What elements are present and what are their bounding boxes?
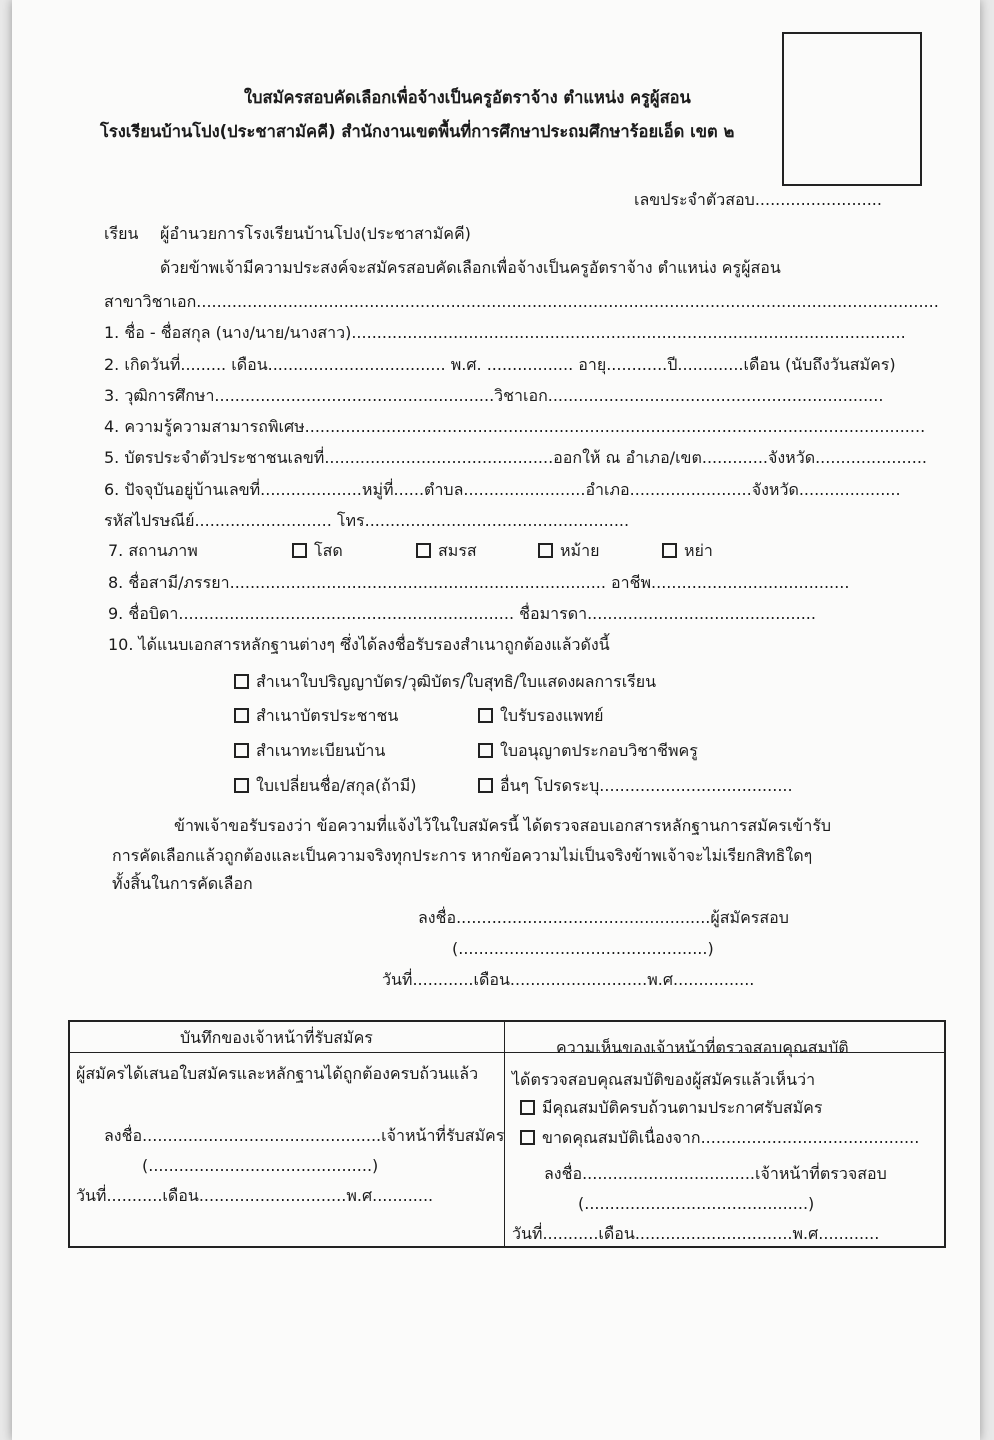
marital-status-label: 7. สถานภาพ [108,541,198,560]
status-single-checkbox[interactable]: โสด [292,541,343,561]
to-recipient: ผู้อำนวยการโรงเรียนบ้านโปง(ประชาสามัคคี) [160,224,471,243]
inspector-name-field[interactable]: (............................................) [578,1194,815,1213]
checkbox-icon[interactable] [520,1100,535,1115]
spouse-field[interactable]: 8. ชื่อสามี/ภรรยา.......................................................................... อาชีพ....................................... [108,573,850,592]
declaration-line-3: ทั้งสิ้นในการคัดเลือก [112,874,253,893]
postal-phone-field[interactable]: รหัสไปรษณีย์........................... โทร.................................................... [104,511,630,530]
doc-medical-checkbox[interactable]: ใบรับรองแพทย์ [478,706,604,726]
status-widowed-checkbox[interactable]: หม้าย [538,541,599,561]
education-field[interactable]: 3. วุฒิการศึกษา.......................................................วิชาเอก.................................................................. [104,386,884,405]
applicant-signature-field[interactable]: ลงชื่อ..................................................ผู้สมัครสอบ [418,908,789,927]
name-field[interactable]: 1. ชื่อ - ชื่อสกุล (นาง/นาย/นางสาว)............................................................................................................. [104,323,906,342]
doc-degree-checkbox[interactable]: สำเนาใบปริญญาบัตร/วุฒิบัตร/ใบสุทธิ/ใบแสดงผลการเรียน [234,672,656,692]
checkbox-icon[interactable] [234,743,249,758]
checkbox-icon[interactable] [292,543,307,558]
checkbox-icon[interactable] [478,708,493,723]
application-date-field[interactable]: วันที่............เดือน...........................พ.ศ................ [382,970,755,989]
status-married-checkbox[interactable]: สมรส [416,541,477,561]
checkbox-icon[interactable] [520,1130,535,1145]
checkbox-icon[interactable] [234,708,249,723]
status-divorced-checkbox[interactable]: หย่า [662,541,713,561]
inspector-signature-field[interactable]: ลงชื่อ..................................เจ้าหน้าที่ตรวจสอบ [544,1164,887,1183]
left-statement: ผู้สมัครได้เสนอใบสมัครและหลักฐานได้ถูกต้องครบถ้วนแล้ว [76,1064,479,1083]
checkbox-icon[interactable] [538,543,553,558]
photo-box [782,32,922,186]
receiver-signature-field[interactable]: ลงชื่อ...............................................เจ้าหน้าที่รับสมัคร [104,1126,505,1145]
right-statement: ได้ตรวจสอบคุณสมบัติของผู้สมัครแล้วเห็นว่า [512,1070,816,1089]
form-title: ใบสมัครสอบคัดเลือกเพื่อจ้างเป็นครูอัตราจ้าง ตำแหน่ง ครูผู้สอน [244,88,691,107]
declaration-line-2: การคัดเลือกแล้วถูกต้องและเป็นความจริงทุกประการ หากข้อความไม่เป็นจริงข้าพเจ้าจะไม่เรียกสิทธิใดๆ [112,846,813,865]
qualified-checkbox[interactable]: มีคุณสมบัติครบถ้วนตามประกาศรับสมัคร [520,1098,822,1118]
checkbox-icon[interactable] [478,778,493,793]
inspector-date-field[interactable]: วันที่...........เดือน...............................พ.ศ............ [512,1224,880,1243]
documents-heading: 10. ได้แนบเอกสารหลักฐานต่างๆ ซึ่งได้ลงชื่อรับรองสำเนาถูกต้องแล้วดังนี้ [108,635,610,654]
intro-text: ด้วยข้าพเจ้ามีความประสงค์จะสมัครสอบคัดเลือกเพื่อจ้างเป็นครูอัตราจ้าง ตำแหน่ง ครูผู้สอน [160,258,781,277]
id-card-field[interactable]: 5. บัตรประจำตัวประชาชนเลขที่.............................................ออกให้ ณ อำเภอ/เขต.............จังหวัด...................... [104,448,927,467]
birth-age-field[interactable]: 2. เกิดวันที่......... เดือน................................... พ.ศ. ................. อายุ............ปี.............เดือน (นับถึงวันสมัคร) [104,355,896,374]
form-subtitle: โรงเรียนบ้านโปง(ประชาสามัคคี) สำนักงานเขตพื้นที่การศึกษาประถมศึกษาร้อยเอ็ด เขต ๒ [100,122,735,141]
to-label: เรียน [104,224,139,243]
officer-table [68,1020,946,1248]
doc-other-checkbox[interactable]: อื่นๆ โปรดระบุ...................................... [478,776,793,796]
doc-house-reg-checkbox[interactable]: สำเนาทะเบียนบ้าน [234,741,385,761]
checkbox-icon[interactable] [478,743,493,758]
right-header: ความเห็นของเจ้าหน้าที่ตรวจสอบคุณสมบัติ [556,1038,849,1057]
unqualified-checkbox[interactable]: ขาดคุณสมบัติเนื่องจาก........................................... [520,1128,919,1148]
receiver-date-field[interactable]: วันที่...........เดือน.............................พ.ศ............ [76,1186,434,1205]
checkbox-icon[interactable] [234,778,249,793]
parents-field[interactable]: 9. ชื่อบิดา.................................................................. ชื่อมารดา............................................. [108,604,816,623]
declaration-line-1: ข้าพเจ้าขอรับรองว่า ข้อความที่แจ้งไว้ในใบสมัครนี้ ได้ตรวจสอบเอกสารหลักฐานการสมัครเข้ารับ [174,816,832,835]
checkbox-icon[interactable] [662,543,677,558]
application-form-page [12,0,980,1440]
address-field[interactable]: 6. ปัจจุบันอยู่บ้านเลขที่....................หมู่ที่......ตำบล........................อำเภอ........................จังหวัด.................... [104,480,901,499]
doc-teacher-license-checkbox[interactable]: ใบอนุญาตประกอบวิชาชีพครู [478,741,698,761]
checkbox-icon[interactable] [416,543,431,558]
doc-id-card-checkbox[interactable]: สำเนาบัตรประชาชน [234,706,398,726]
special-skills-field[interactable]: 4. ความรู้ความสามารถพิเศษ.......................................................................................................................... [104,417,926,436]
major-field[interactable]: สาขาวิชาเอก.................................................................................................................................................. [104,292,939,311]
exam-id-field[interactable]: เลขประจำตัวสอบ......................... [634,190,882,209]
receiver-name-field[interactable]: (............................................) [142,1156,379,1175]
left-header: บันทึกของเจ้าหน้าที่รับสมัคร [180,1028,373,1047]
applicant-name-field[interactable]: (.................................................) [452,939,714,958]
checkbox-icon[interactable] [234,674,249,689]
doc-name-change-checkbox[interactable]: ใบเปลี่ยนชื่อ/สกุล(ถ้ามี) [234,776,417,796]
